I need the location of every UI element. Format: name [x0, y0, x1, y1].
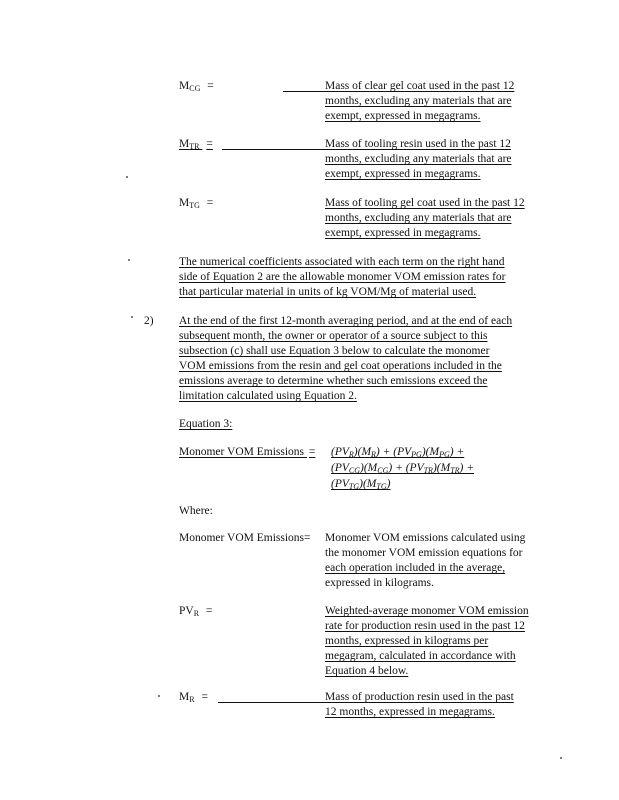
- equation-text: )(M: [353, 446, 372, 458]
- equation-text: )(M: [359, 478, 377, 490]
- definition-pvr: Weighted-average monomer VOM emission rate for production resin used in the past 12 months, expressed in kilograms per megagram, calculated in accordance with Equation 4 below.: [325, 605, 529, 677]
- scan-speck: [131, 316, 133, 318]
- equation-text: ) + (PV: [388, 462, 424, 474]
- scan-speck: [560, 757, 562, 759]
- equation-subscript: PG: [439, 450, 450, 459]
- definition-mcg: Mass of clear gel coat used in the past 12 months, excluding any materials that are exempt, expressed in megagrams.: [325, 80, 515, 122]
- term-mcg: $M_{CG}$ =: [179, 80, 214, 93]
- equation-subscript: CG: [377, 466, 389, 475]
- equation-text: (PV: [331, 446, 349, 458]
- equation-text: (PV: [331, 478, 349, 490]
- underline-rule: [218, 702, 325, 703]
- equation-line-2: [331, 461, 474, 478]
- equation-text: ) +: [449, 446, 465, 458]
- equation-line-3: [331, 477, 390, 494]
- item-number: 2): [144, 315, 154, 327]
- equation-subscript: R: [371, 450, 376, 459]
- equation-text: (PV: [331, 462, 349, 474]
- equation-text: )(M: [360, 462, 378, 474]
- scan-speck: [128, 259, 130, 261]
- underline-rule: [283, 91, 325, 92]
- equation-subscript: R: [348, 450, 354, 459]
- equation-text: )(M: [421, 446, 440, 458]
- definition-mtg: Mass of tooling gel coat used in the past 12 months, excluding any materials that are exempt, expressed in megagrams.: [325, 197, 525, 239]
- equation-text: )(M: [432, 462, 451, 474]
- equation-subscript: TG: [376, 482, 387, 491]
- term-mtg: $M_{TG}$ =: [179, 197, 214, 210]
- coefficient-paragraph: The numerical coefficients associated with each term on the right hand side of Equation 2 are the allowable monomer VOM emission rates for that particular material in units of kg VOM/Mg of material used.: [179, 256, 506, 298]
- equation-text: ) +: [459, 462, 475, 474]
- item-2-paragraph: At the end of the first 12-month averaging period, and at the end of each subsequent month, the owner or operator of a source subject to this subsection (c) shall use Equation 3 below to calculate the monomer VOM emissions from the resin and gel coat operations included in the emissions average to determine whether such emissions exceed the limitation calculated using Equation 2.: [179, 315, 513, 402]
- equation-lhs: Monomer VOM Emissions =: [179, 446, 316, 458]
- underline-rule: [222, 149, 325, 150]
- definition-mr: Mass of production resin used in the past 12 months, expressed in megagrams.: [325, 691, 514, 718]
- equation-subscript: TG: [348, 482, 360, 491]
- term-mr: $M_R$ =: [179, 691, 208, 704]
- scan-speck: [126, 176, 128, 178]
- equation-text: ): [386, 478, 391, 490]
- term-mtr: $M_{TR}$ =: [179, 138, 213, 151]
- term-pvr: $PV_R$ =: [179, 605, 213, 618]
- equation-text: ) + (PV: [375, 446, 412, 458]
- definition-monomer-vom-emissions: Monomer VOM emissions calculated using the monomer VOM emission equations for each operation included in the average, expressed in kilograms.: [325, 532, 526, 589]
- equation-line-1: [331, 445, 464, 462]
- equation-subscript: PG: [411, 450, 422, 459]
- term-monomer-vom-emissions: Monomer VOM Emissions=: [179, 532, 311, 544]
- where-label: Where:: [179, 505, 213, 517]
- equation-subscript: CG: [348, 466, 361, 475]
- equation-subscript: TR: [450, 466, 460, 475]
- equation-subscript: TR: [423, 466, 433, 475]
- equation-heading: Equation 3:: [179, 418, 233, 430]
- scan-speck: [158, 695, 160, 697]
- definition-mtr: Mass of tooling resin used in the past 12 months, excluding any materials that are exempt, expressed in megagrams.: [325, 138, 512, 180]
